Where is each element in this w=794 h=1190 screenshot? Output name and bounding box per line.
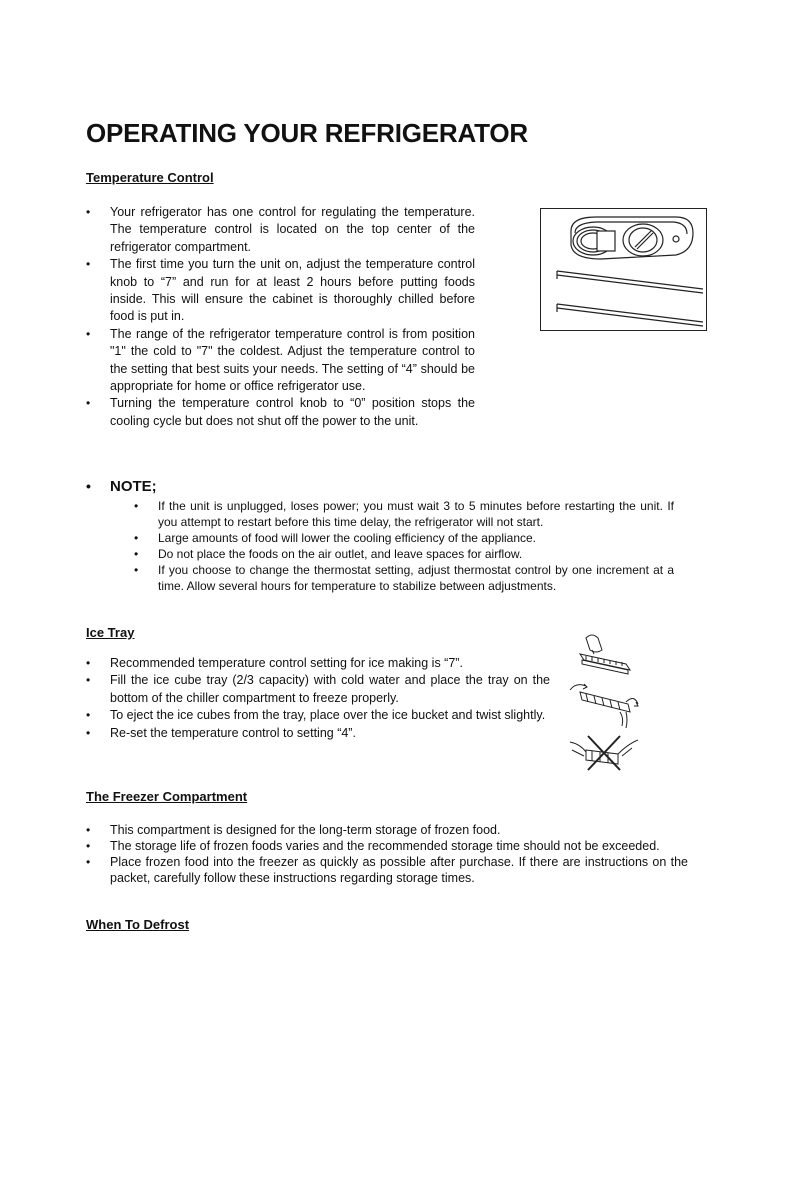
fill-tray-icon xyxy=(580,635,630,674)
ice-tray-heading: Ice Tray xyxy=(86,625,135,640)
temperature-control-heading: Temperature Control xyxy=(86,170,214,185)
list-item: • If you choose to change the thermostat setting, adjust thermostat control by one increment at a time. Allow several hours for temperature to stabilize between adjustments. xyxy=(134,562,674,594)
list-item: • To eject the ice cubes from the tray, place over the ice bucket and twist slightly. xyxy=(86,707,550,724)
note-heading-text: NOTE; xyxy=(110,478,157,495)
page-title: OPERATING YOUR REFRIGERATOR xyxy=(86,118,528,148)
freezer-list xyxy=(86,822,688,886)
list-item: • Place frozen food into the freezer as quickly as possible after purchase. If there are instructions on the packet, carefully follow these instructions regarding storage times. xyxy=(86,854,688,886)
ice-tray-illustration xyxy=(562,632,644,774)
list-item: • If the unit is unplugged, loses power; you must wait 3 to 5 minutes before restarting the unit. If you attempt to restart before this time delay, the refrigerator will not start. xyxy=(134,498,674,530)
do-not-bend-icon xyxy=(570,736,638,770)
list-item: • The first time you turn the unit on, adjust the temperature control knob to “7” and run for at least 2 hours before putting foods inside. This will ensure the cabinet is thoroughly chilled before food is put in. xyxy=(86,256,475,326)
defrost-heading: When To Defrost xyxy=(86,917,190,932)
temperature-knob-diagram xyxy=(541,209,706,330)
list-item: • Recommended temperature control setting for ice making is “7”. xyxy=(86,655,550,672)
twist-tray-icon xyxy=(570,684,638,728)
list-item: • Fill the ice cube tray (2/3 capacity) with cold water and place the tray on the bottom of the chiller compartment to freeze properly. xyxy=(86,672,550,707)
list-item: • Large amounts of food will lower the cooling efficiency of the appliance. xyxy=(134,530,674,546)
temperature-control-list xyxy=(86,204,475,430)
list-item: • Re-set the temperature control to setting “4”. xyxy=(86,725,550,742)
list-item: • The storage life of frozen foods varies and the recommended storage time should not be exceeded. xyxy=(86,838,688,854)
bullet-icon: • xyxy=(86,478,91,494)
ice-tray-list xyxy=(86,655,550,742)
temperature-control-illustration xyxy=(540,208,707,331)
freezer-heading: The Freezer Compartment xyxy=(86,789,248,804)
list-item: • This compartment is designed for the long-term storage of frozen food. xyxy=(86,822,688,838)
list-item: • The range of the refrigerator temperature control is from position "1" the cold to "7" the coldest. Adjust the temperature control to the setting that best suits your needs. The setting of “4” should be appropriate for home or office refrigerator use. xyxy=(86,326,475,396)
list-item: • Do not place the foods on the air outlet, and leave spaces for airflow. xyxy=(134,546,674,562)
list-item: • Turning the temperature control knob to “0” position stops the cooling cycle but does not shut off the power to the unit. xyxy=(86,395,475,430)
note-heading xyxy=(86,478,157,495)
note-list xyxy=(134,498,674,594)
list-item: • Your refrigerator has one control for regulating the temperature. The temperature control is located on the top center of the refrigerator compartment. xyxy=(86,204,475,256)
